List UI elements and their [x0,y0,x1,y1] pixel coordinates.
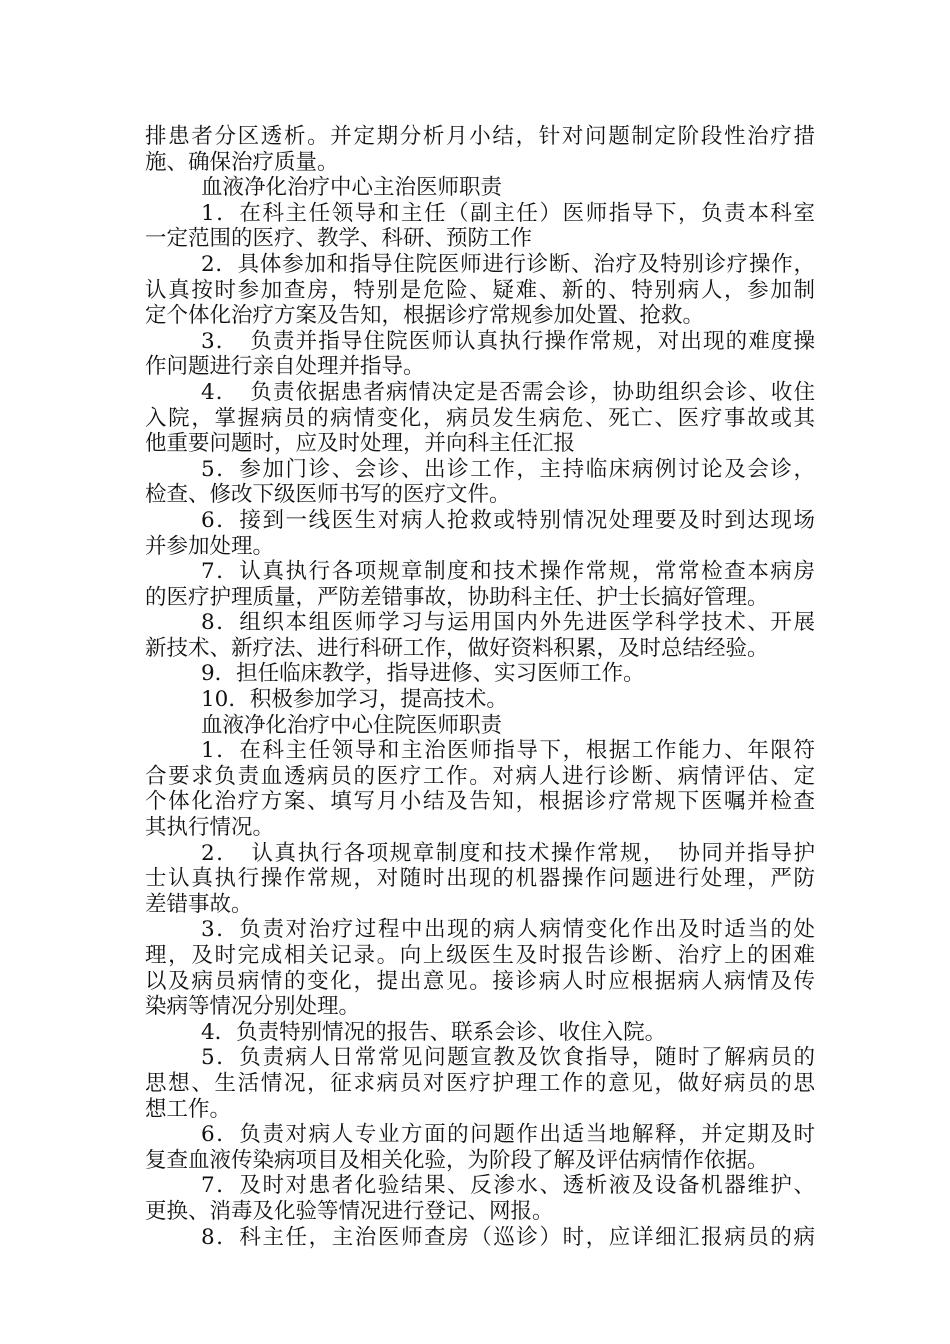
paragraph [145,841,815,918]
text-line: 排患者分区透析。并定期分析月小结，针对问题制定阶段性治疗措 [145,124,815,149]
text-line: 1．在科主任领导和主任（副主任）医师指导下，负责本科室 [201,200,815,226]
paragraph [145,380,815,457]
text-line: 10．积极参加学习，提高技术。 [201,687,508,713]
text-line: 更换、消毒及化验等情况进行登记、网报。 [145,1198,554,1224]
text-line: 3． 负责并指导住院医师认真执行操作常规，对出现的难度操 [201,328,815,354]
text-line: 7．及时对患者化验结果、反渗水、透析液及设备机器维护、 [201,1173,815,1199]
text-line: 5．负责病人日常常见问题宣教及饮食指导，随时了解病员的 [201,1045,815,1071]
text-line: 理，及时完成相关记录。向上级医生及时报告诊断、治疗上的困难 [145,943,815,968]
text-line: 入院，掌握病员的病情变化，病员发生病危、死亡、医疗事故或其 [145,405,815,431]
text-line: 的医疗护理质量，严防差错事故，协助科主任、护士长搞好管理。 [145,584,769,610]
text-line: 8．组织本组医师学习与运用国内外先进医学科学技术、开展 [201,610,815,636]
text-line: 6．负责对病人专业方面的问题作出适当地解释，并定期及时 [201,1122,815,1148]
text-line: 合要求负责血透病员的医疗工作。对病人进行诊断、病情评估、定 [145,763,815,789]
paragraph [145,329,815,380]
text-line: 5．参加门诊、会诊、出诊工作，主持临床病例讨论及会诊， [201,456,815,482]
paragraph [145,559,815,610]
text-line: 认真按时参加查房，特别是危险、疑难、新的、特别病人，参加制 [145,277,815,303]
text-line: 其执行情况。 [145,815,275,841]
paragraph [145,687,815,713]
paragraph [145,661,815,687]
text-line: 2．具体参加和指导住院医师进行诊断、治疗及特别诊疗操作， [201,251,815,277]
text-line: 8．科主任，主治医师查房（巡诊）时，应详细汇报病员的病 [201,1224,815,1250]
text-line: 思想、生活情况，征求病员对医疗护理工作的意见，做好病员的思 [145,1070,815,1096]
paragraph [145,1045,815,1122]
paragraph [145,252,815,329]
paragraph [145,1173,815,1224]
text-line: 染病等情况分别处理。 [145,994,361,1020]
text-line: 个体化治疗方案、填写月小结及告知，根据诊疗常规下医嘱并检查 [145,789,815,815]
paragraph [145,457,815,508]
heading-text: 血液净化治疗中心主治医师职责 [201,175,503,201]
text-line: 新技术、新疗法、进行科研工作，做好资料积累，及时总结经验。 [145,635,769,661]
text-line: 想工作。 [145,1096,232,1122]
document-body [145,124,815,1250]
text-line: 复查血液传染病项目及相关化验，为阶段了解及评估病情作依据。 [145,1147,769,1173]
paragraph [145,508,815,559]
paragraph [145,610,815,661]
text-line: 并参加处理。 [145,533,275,559]
paragraph [145,1020,815,1046]
text-line: 9．担任临床教学，指导进修、实习医师工作。 [201,661,645,687]
text-line: 4．负责特别情况的报告、联系会诊、收住入院。 [201,1019,667,1045]
text-line: 2． 认真执行各项规章制度和技术操作常规， 协同并指导护 [201,840,815,866]
section-heading [145,713,815,739]
text-line: 1．在科主任领导和主治医师指导下，根据工作能力、年限符 [201,738,815,764]
paragraph [145,1225,815,1251]
text-line: 差错事故。 [145,891,253,917]
text-line: 检查、修改下级医师书写的医疗文件。 [145,482,511,508]
text-line: 施、确保治疗质量。 [145,149,339,175]
text-line: 一定范围的医疗、教学、科研、预防工作 [145,226,533,252]
text-line: 士认真执行操作常规，对随时出现的机器操作问题进行处理，严防 [145,866,815,892]
text-line: 6．接到一线医生对病人抢救或特别情况处理要及时到达现场 [201,507,815,533]
section-heading [145,175,815,201]
text-line: 7．认真执行各项规章制度和技术操作常规，常常检查本病房 [201,559,815,585]
paragraph [145,738,815,840]
text-line: 作问题进行亲自处理并指导。 [145,354,425,380]
text-line: 他重要问题时，应及时处理，并向科主任汇报 [145,431,576,457]
text-line: 3．负责对治疗过程中出现的病人病情变化作出及时适当的处 [201,917,815,943]
paragraph [145,1122,815,1173]
heading-text: 血液净化治疗中心住院医师职责 [201,712,503,738]
text-line: 以及病员病情的变化，提出意见。接诊病人时应根据病人病情及传 [145,968,815,994]
text-line: 定个体化治疗方案及告知，根据诊疗常规参加处置、抢救。 [145,303,705,329]
paragraph [145,917,815,1019]
paragraph [145,201,815,252]
text-line: 4． 负责依据患者病情决定是否需会诊，协助组织会诊、收住 [201,379,815,405]
paragraph [145,124,815,175]
